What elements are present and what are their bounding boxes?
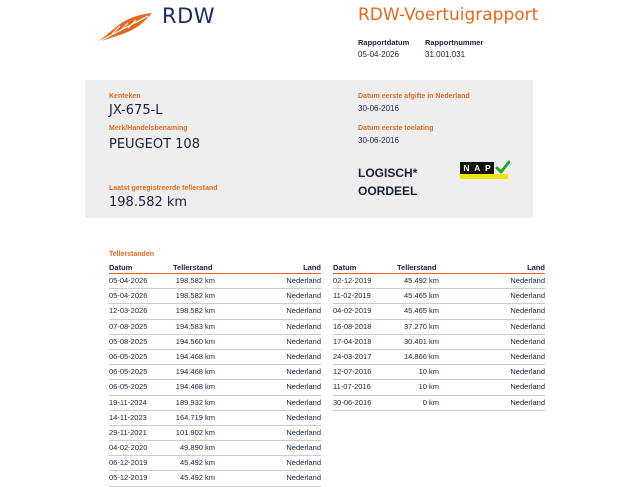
- table-row: [109, 335, 321, 350]
- plate-value: JX-675-L: [109, 103, 163, 118]
- row-reading: 194.468 km: [175, 382, 215, 392]
- row-country: Nederland: [510, 321, 545, 331]
- row-reading: 49.890 km: [179, 443, 215, 453]
- row-date: 17-04-2018: [333, 336, 372, 346]
- row-country: Nederland: [510, 351, 545, 361]
- row-date: 06-05-2025: [109, 367, 148, 377]
- header-date: Datum: [333, 263, 357, 272]
- table-row: [109, 456, 321, 471]
- report-title: RDW-Voertuigrapport: [358, 5, 539, 25]
- make-label: Merk/Handelsbenaming: [109, 125, 188, 132]
- row-date: 05-04-2026: [109, 291, 148, 301]
- row-country: Nederland: [510, 367, 545, 377]
- readings-table-right: [333, 263, 545, 411]
- table-row: [109, 274, 321, 289]
- row-date: 30-06-2016: [333, 397, 372, 407]
- readings-table-left: [109, 263, 321, 487]
- row-reading: 30.401 km: [403, 336, 439, 346]
- row-date: 06-05-2025: [109, 382, 148, 392]
- row-date: 12-07-2016: [333, 367, 372, 377]
- header-reading: Tellerstand: [173, 263, 213, 272]
- table-row: [109, 380, 321, 395]
- header-date: Datum: [109, 263, 133, 272]
- table-row: [109, 441, 321, 456]
- plate-label: Kenteken: [109, 93, 141, 100]
- nap-check-icon: [495, 160, 510, 175]
- first-issue-nl-label: Datum eerste afgifte in Nederland: [358, 93, 470, 100]
- row-reading: 45.492 km: [179, 473, 215, 483]
- make-value: PEUGEOT 108: [109, 137, 200, 152]
- row-country: Nederland: [510, 397, 545, 407]
- row-reading: 194.560 km: [175, 336, 215, 346]
- row-reading: 0 km: [422, 397, 439, 407]
- row-country: Nederland: [286, 427, 321, 437]
- row-date: 05-04-2026: [109, 276, 148, 285]
- row-reading: 194.468 km: [175, 351, 215, 361]
- row-country: Nederland: [286, 397, 321, 407]
- row-reading: 198.582 km: [175, 276, 215, 285]
- row-date: 05-08-2025: [109, 336, 148, 346]
- row-reading: 14.866 km: [403, 351, 439, 361]
- verdict: [358, 164, 417, 200]
- rows-right: [333, 274, 545, 411]
- report-number-label: Rapportnummer: [425, 38, 484, 47]
- row-date: 14-11-2023: [109, 412, 147, 422]
- row-date: 02-12-2019: [333, 276, 372, 285]
- row-reading: 101.902 km: [175, 427, 215, 437]
- row-reading: 194.468 km: [175, 367, 215, 377]
- row-reading: 194.583 km: [175, 321, 215, 331]
- row-country: Nederland: [286, 291, 321, 301]
- first-admission-value: 30-06-2016: [358, 136, 399, 145]
- table-row: [109, 365, 321, 380]
- row-reading: 164.719 km: [175, 412, 215, 422]
- nap-badge: [460, 162, 510, 181]
- row-reading: 10 km: [418, 382, 439, 392]
- table-row: [109, 320, 321, 335]
- nap-letter: P: [484, 163, 491, 173]
- nap-letter: A: [474, 163, 481, 173]
- row-date: 11-07-2016: [333, 382, 371, 392]
- row-country: Nederland: [510, 382, 545, 392]
- row-date: 12-03-2026: [109, 306, 148, 316]
- row-country: Nederland: [286, 412, 321, 422]
- table-row: [109, 396, 321, 411]
- table-row: [333, 289, 545, 304]
- table-row: [333, 335, 545, 350]
- row-date: 06-05-2025: [109, 351, 148, 361]
- header-country: Land: [527, 263, 545, 272]
- nap-letters: [460, 162, 494, 174]
- row-reading: 198.582 km: [175, 291, 215, 301]
- row-country: Nederland: [510, 336, 545, 346]
- table-row: [333, 320, 545, 335]
- row-reading: 37.270 km: [403, 321, 439, 331]
- row-reading: 10 km: [418, 367, 439, 377]
- verdict-line-2: OORDEEL: [358, 184, 418, 198]
- report-number: 31.001.031: [425, 50, 466, 59]
- row-country: Nederland: [286, 473, 321, 483]
- header-reading: Tellerstand: [397, 263, 437, 272]
- header-country: Land: [303, 263, 321, 272]
- table-row: [333, 274, 545, 289]
- row-country: Nederland: [286, 367, 321, 377]
- row-country: Nederland: [286, 306, 321, 316]
- verdict-line-1: LOGISCH*: [358, 166, 418, 180]
- odometer-value: 198.582 km: [109, 195, 188, 210]
- row-country: Nederland: [286, 276, 321, 285]
- table-row: [333, 396, 545, 411]
- row-reading: 189.932 km: [175, 397, 215, 407]
- row-reading: 45.465 km: [403, 291, 439, 301]
- row-date: 19-11-2024: [109, 397, 147, 407]
- row-date: 06-12-2019: [109, 458, 148, 468]
- table-row: [109, 350, 321, 365]
- table-row: [333, 350, 545, 365]
- table-header: [109, 263, 321, 274]
- report-date: 05-04-2026: [358, 50, 399, 59]
- readings-section-title: Tellerstanden: [109, 251, 154, 258]
- row-date: 16-08-2018: [333, 321, 372, 331]
- row-reading: 198.582 km: [175, 306, 215, 316]
- row-date: 04-02-2019: [333, 306, 372, 316]
- row-date: 05-12-2019: [109, 473, 148, 483]
- rows-left: [109, 274, 321, 487]
- table-row: [333, 304, 545, 319]
- row-date: 11-02-2019: [333, 291, 371, 301]
- row-date: 07-08-2025: [109, 321, 148, 331]
- row-reading: 45.492 km: [403, 276, 439, 285]
- table-row: [109, 471, 321, 486]
- table-row: [109, 304, 321, 319]
- nap-letter: N: [463, 163, 470, 173]
- row-country: Nederland: [286, 321, 321, 331]
- table-row: [333, 365, 545, 380]
- report-date-label: Rapportdatum: [358, 38, 410, 47]
- table-header: [333, 263, 545, 274]
- table-row: [109, 289, 321, 304]
- table-row: [109, 426, 321, 441]
- row-reading: 45.492 km: [179, 458, 215, 468]
- row-country: Nederland: [286, 382, 321, 392]
- row-country: Nederland: [510, 306, 545, 316]
- table-row: [109, 411, 321, 426]
- row-country: Nederland: [286, 458, 321, 468]
- row-country: Nederland: [510, 276, 545, 285]
- row-date: 29-11-2021: [109, 427, 147, 437]
- table-row: [333, 380, 545, 395]
- row-date: 24-03-2017: [333, 351, 372, 361]
- row-country: Nederland: [286, 443, 321, 453]
- row-country: Nederland: [510, 291, 545, 301]
- rdw-feather-icon: [90, 12, 154, 46]
- row-reading: 45.465 km: [403, 306, 439, 316]
- row-date: 04-02-2020: [109, 443, 148, 453]
- first-issue-nl-value: 30-06-2016: [358, 104, 399, 113]
- brand-name: RDW: [162, 4, 216, 28]
- row-country: Nederland: [286, 351, 321, 361]
- row-country: Nederland: [286, 336, 321, 346]
- first-admission-label: Datum eerste toelating: [358, 125, 434, 132]
- odometer-label: Laatst geregistreerde tellerstand: [109, 185, 218, 192]
